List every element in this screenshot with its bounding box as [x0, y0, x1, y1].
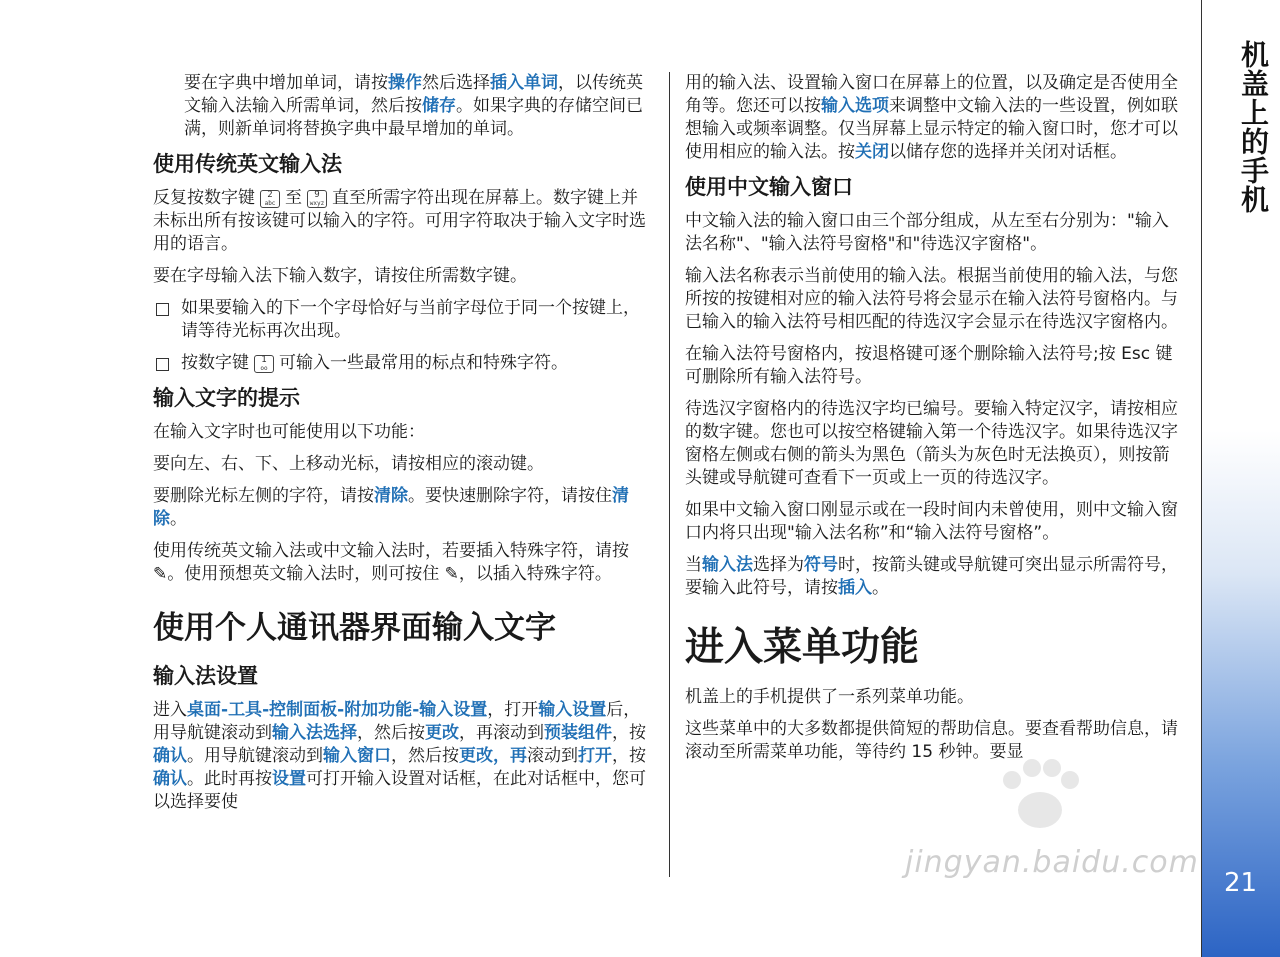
link-options[interactable]: 操作 — [388, 73, 422, 93]
key-2-icon: 2 abc — [260, 190, 280, 208]
key-9-icon: 9 wxyz — [307, 190, 327, 208]
right-column — [685, 72, 1185, 773]
window-paragraph-3: 在输入法符号窗格内，按退格键可逐个删除输入法符号;按 Esc 键可删除所有输入法符号。 — [685, 344, 1173, 387]
clear-paragraph: 要删除光标左侧的字符，请按清除。要快速删除字符，请按住清除。 — [153, 486, 629, 529]
page-number: 21 — [1223, 868, 1258, 898]
link-clear[interactable]: 清除 — [374, 486, 408, 506]
window-paragraph-5: 如果中文输入窗口刚显示或在一段时间内未曾使用，则中文输入窗口内将只出现"输入法名称”和“输入法符号窗格”。 — [685, 500, 1178, 543]
link-close[interactable]: 关闭 — [855, 142, 889, 162]
window-paragraph-6: 当输入法选择为符号时，按箭头键或导航键可突出显示所需符号，要输入此符号，请按插入。 — [685, 555, 1178, 598]
heading-communicator-input: 使用个人通讯器界面输入文字 — [153, 610, 556, 646]
dictionary-paragraph: 要在字典中增加单词，请按操作然后选择插入单词，以传统英文输入法输入所需单词，然后按储存。如果字典的存储空间已满，则新单词将替换字典中最早增加的单词。 — [184, 73, 643, 139]
heading-chinese-window: 使用中文输入窗口 — [685, 175, 853, 199]
link-symbol[interactable]: 符号 — [804, 555, 838, 575]
window-paragraph-2: 输入法名称表示当前使用的输入法。根据当前使用的输入法，与您所按的按键相对应的输入法符号将会显示在输入法符号窗格内。与已输入的输入法符号相匹配的待选汉字会显示在待选汉字窗格内。 — [685, 266, 1178, 332]
menu-paragraph-2: 这些菜单中的大多数都提供简短的帮助信息。要查看帮助信息，请滚动至所需菜单功能，等待约 15 秒钟。要显 — [685, 719, 1178, 762]
key-1-icon: 1 oo — [254, 355, 274, 373]
bullet-item: 按数字键 1 oo 可输入一些最常用的标点和特殊字符。 — [153, 352, 653, 375]
window-paragraph-4: 待选汉字窗格内的待选汉字均已编号。要输入特定汉字，请按相应的数字键。您也可以按空格键输入第一个待选汉字。如果待选汉字窗格左侧或右侧的箭头为黑色（箭头为灰色时无法换页），则按箭头键或导航键可查看下一页或上一页的待选汉字。 — [685, 399, 1178, 488]
special-char-paragraph: 使用传统英文输入法或中文输入法时，若要插入特殊字符，请按 ✎。使用预想英文输入法时，则可按住 ✎，以插入特殊字符。 — [153, 541, 629, 584]
chapter-title: 机盖上的手机 — [1237, 40, 1270, 214]
watermark-text: jingyan.baidu.com — [905, 845, 1199, 880]
link-save[interactable]: 储存 — [422, 96, 456, 116]
numbers-paragraph: 要在字母输入法下输入数字，请按住所需数字键。 — [153, 266, 527, 286]
link-clear-hold[interactable]: 清除 — [153, 486, 629, 529]
tips-paragraph-1: 在输入文字时也可能使用以下功能： — [153, 422, 425, 442]
link-insert[interactable]: 插入 — [838, 578, 872, 598]
column-divider — [669, 72, 670, 877]
left-column — [153, 72, 653, 823]
tips-paragraph-2: 要向左、右、下、上移动光标，请按相应的滚动键。 — [153, 454, 544, 474]
bullet-box-icon — [156, 303, 169, 316]
heading-input-tips: 输入文字的提示 — [153, 386, 300, 410]
continued-paragraph: 用的输入法、设置输入窗口在屏幕上的位置，以及确定是否使用全角等。您还可以按输入选项来调整中文输入法的一些设置，例如联想输入或频率调整。仅当屏幕上显示特定的输入窗口时，您才可以使用相应的输入法。按关闭以储存您的选择并关闭对话框。 — [685, 73, 1178, 162]
link-input-options[interactable]: 输入选项 — [821, 96, 889, 116]
link-insert-word[interactable]: 插入单词 — [490, 73, 558, 93]
heading-input-settings: 输入法设置 — [153, 664, 258, 688]
window-paragraph-1: 中文输入法的输入窗口由三个部分组成，从左至右分别为："输入法名称"、"输入法符号窗格"和"待选汉字窗格"。 — [685, 211, 1169, 254]
heading-menu-functions: 进入菜单功能 — [685, 625, 920, 670]
chapter-sidebar — [1201, 0, 1280, 957]
settings-paragraph: 进入桌面-工具-控制面板-附加功能-输入设置，打开输入设置后，用导航键滚动到输入法选择，然后按更改，再滚动到预装组件，按确认。用导航键滚动到输入窗口，然后按更改，再滚动到打开，按确认。此时再按设置可打开输入设置对话框，在此对话框中，您可以选择要使 — [153, 700, 646, 812]
bullet-item: 如果要输入的下一个字母恰好与当前字母位于同一个按键上，请等待光标再次出现。 — [153, 297, 653, 343]
link-input-method[interactable]: 输入法 — [702, 555, 753, 575]
menu-paragraph-1: 机盖上的手机提供了一系列菜单功能。 — [685, 687, 974, 707]
heading-traditional-input: 使用传统英文输入法 — [153, 152, 342, 176]
bullet-box-icon — [156, 358, 169, 371]
repeat-key-paragraph: 反复按数字键 2 abc 至 9 wxyz 直至所需字符出现在屏幕上。数字键上并未标出所有按该键可以输入的字符。可用字符取决于输入文字时选用的语言。 — [153, 188, 646, 254]
